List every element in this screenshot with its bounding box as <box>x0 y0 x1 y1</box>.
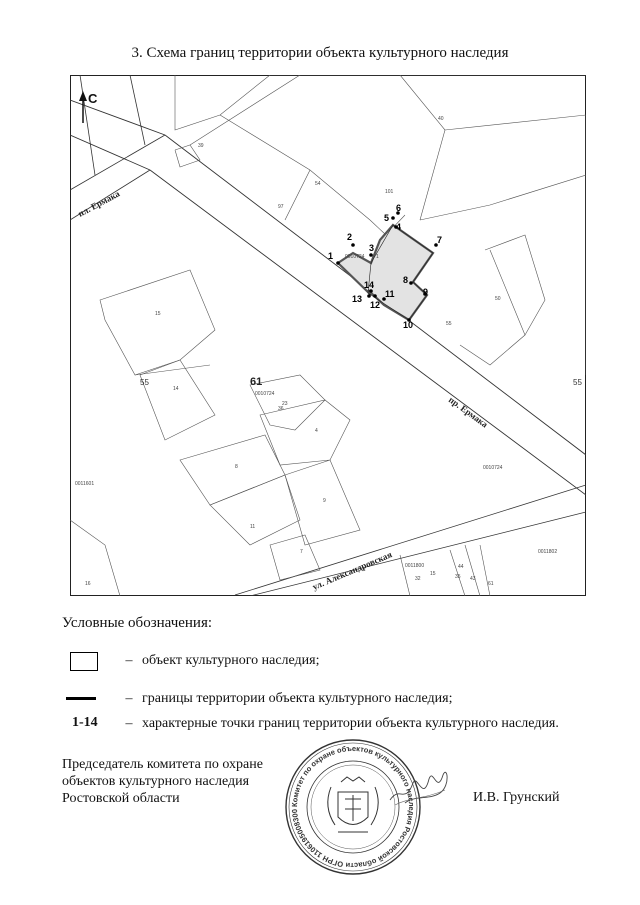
point-label: 1 <box>328 251 334 261</box>
cadastral-number: 0011802 <box>538 549 558 555</box>
parcel-number: 97 <box>278 204 284 210</box>
cadastral-number: 0011601 <box>75 481 95 487</box>
coat-of-arms-icon <box>328 777 378 832</box>
legend-text: объект культурного наследия; <box>142 653 320 668</box>
legend-item-boundary <box>62 690 452 708</box>
seal-ring-text: Комитет по охране объектов культурного наследия Ростовской области ОГРН 1106195008300 <box>289 743 417 871</box>
signature-position <box>62 756 263 807</box>
parcel-number: 4 <box>315 428 318 434</box>
point-label: 7 <box>437 235 443 245</box>
parcel-number: 44 <box>458 564 464 570</box>
handwritten-signature-icon <box>385 755 455 815</box>
legend-dash: – <box>125 716 133 731</box>
parcel-number: 55 <box>446 321 452 327</box>
point-label: 3 <box>369 243 375 253</box>
position-line: Ростовской области <box>62 791 180 806</box>
parcel-number: 7 <box>300 549 303 555</box>
legend-heading: Условные обозначения: <box>62 615 213 631</box>
parcel-number: 15 <box>155 311 161 317</box>
cadastral-number: 0011800 <box>405 563 425 569</box>
parcel-number: 39 <box>198 143 204 149</box>
parcel-number: 54 <box>315 181 321 187</box>
cadastral-number: 0010724 <box>255 391 275 397</box>
quarter-label: 55 <box>140 378 149 387</box>
legend-item-object <box>62 652 320 670</box>
legend-text: границы территории объекта культурного наследия; <box>142 691 453 706</box>
parcel-number: 43 <box>470 576 476 582</box>
point-label: 14 <box>364 280 375 290</box>
parcel-number: 32 <box>415 576 421 582</box>
parcel-number: 40 <box>438 116 444 122</box>
quarter-label: 61 <box>250 376 263 388</box>
parcel-number: 36 <box>278 406 284 412</box>
parcel-number: 16 <box>85 581 91 587</box>
legend-text: характерные точки границ территории объекта культурного наследия. <box>142 716 559 731</box>
parcel-number: 1 <box>376 254 379 260</box>
legend-symbol-text: 1-14 <box>72 715 98 730</box>
quarter-label: 55 <box>573 378 582 387</box>
position-line: Председатель комитета по охране <box>62 757 263 772</box>
point-label: 13 <box>352 294 363 304</box>
parcel-number: 101 <box>385 189 394 195</box>
parcel-number: 50 <box>495 296 501 302</box>
legend-item-points <box>62 715 559 733</box>
page-title: 3. Схема границ территории объекта культурного наследия <box>131 45 509 61</box>
parcel-number: 35 <box>455 574 461 580</box>
street-label-ermak-avenue: пр. Ермака <box>446 394 490 430</box>
map-svg <box>70 75 586 596</box>
point-label: 5 <box>384 213 390 223</box>
street-label-alexandrovskaya: ул. Александровская <box>310 549 394 592</box>
point-label: 2 <box>347 232 353 242</box>
legend-dash: – <box>125 691 133 706</box>
street-label-ermak-lane: пл. Ермака <box>76 188 122 219</box>
point-label: 6 <box>396 203 402 213</box>
point-label: 10 <box>403 320 414 330</box>
boundary-map <box>70 75 586 596</box>
parcel-number: 14 <box>173 386 179 392</box>
point-label: 11 <box>385 289 395 299</box>
position-line: объектов культурного наследия <box>62 774 250 789</box>
point-label: 4 <box>396 222 402 232</box>
cadastral-number: 0010724 <box>483 465 503 471</box>
point-label: 12 <box>370 300 381 310</box>
parcel-number: 23 <box>282 401 288 407</box>
legend-symbol-line <box>62 690 120 708</box>
parcel-number: 61 <box>488 581 494 587</box>
legend-dash: – <box>125 653 133 668</box>
parcel-number: 11 <box>250 524 256 530</box>
point-label: 8 <box>403 275 409 285</box>
cadastral-number: 0010724 <box>345 254 365 260</box>
north-label: С <box>88 91 98 106</box>
signer-name: И.В. Грунский <box>473 790 560 805</box>
parcel-number: 15 <box>430 571 436 577</box>
legend-symbol-box <box>62 652 120 670</box>
parcel-number: 8 <box>235 464 238 470</box>
point-label: 9 <box>423 287 429 297</box>
parcel-number: 9 <box>323 498 326 504</box>
